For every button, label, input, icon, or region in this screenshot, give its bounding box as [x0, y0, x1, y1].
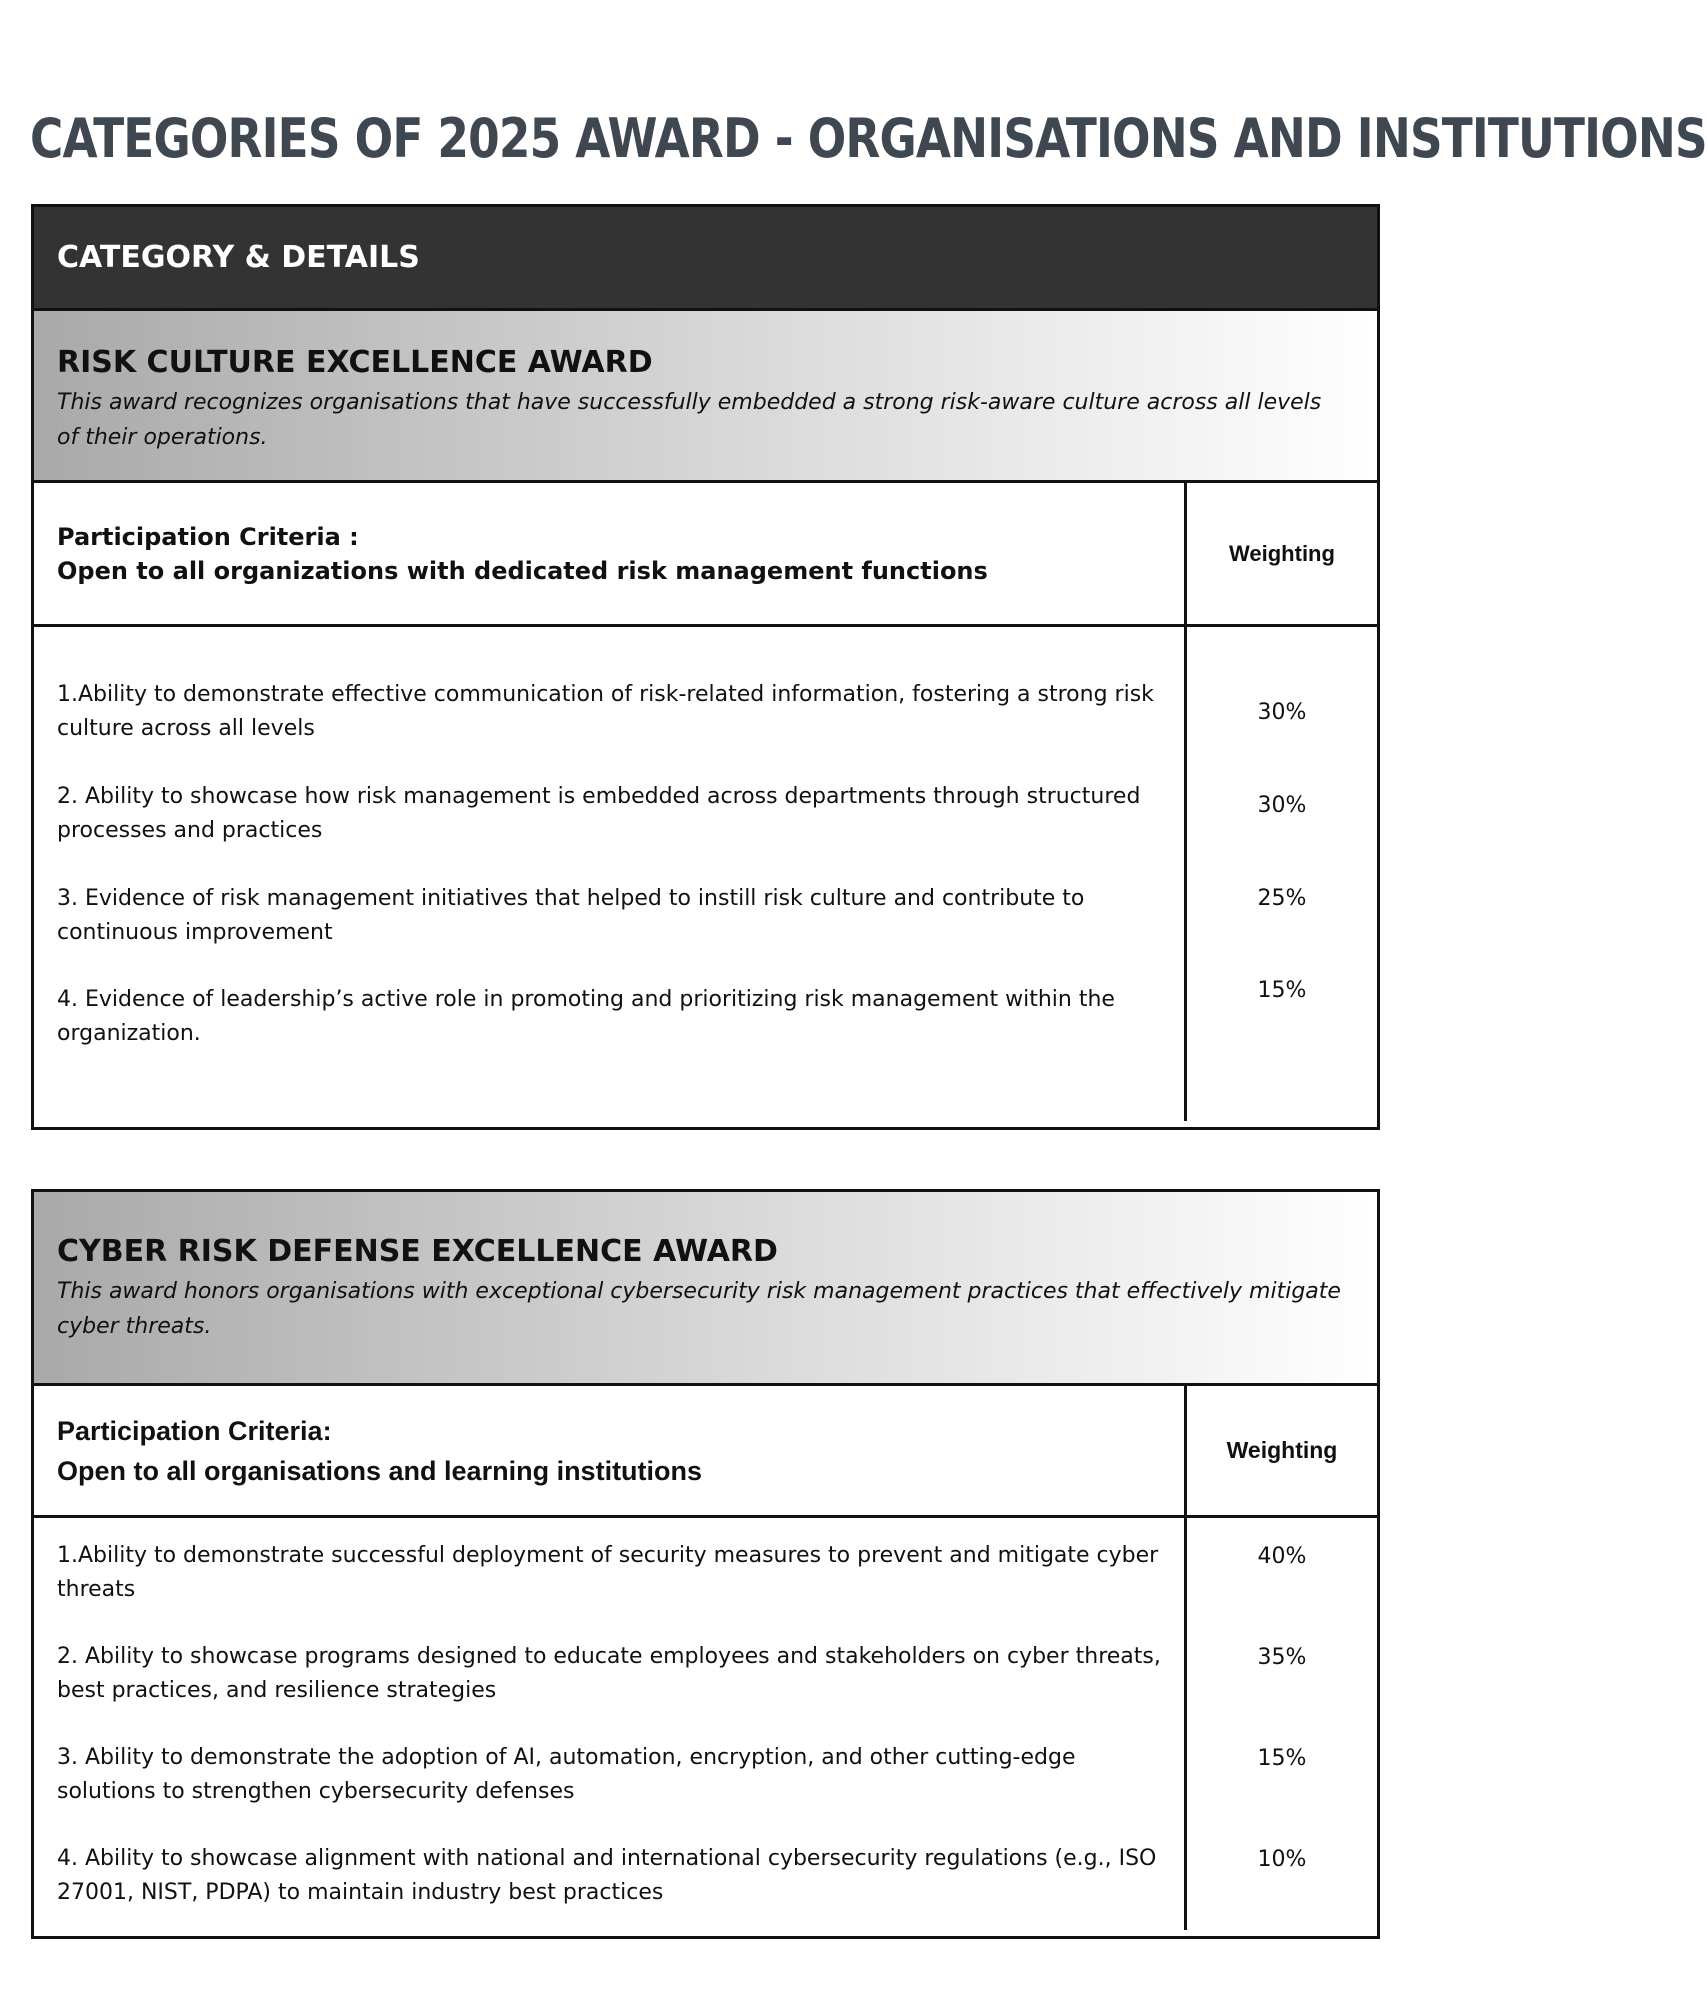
category-header-label: CATEGORY & DETAILS — [57, 240, 420, 275]
criteria-text: Open to all organizations with dedicated risk management functions — [57, 556, 988, 585]
weighting-value: 15% — [1257, 1746, 1307, 1771]
criterion-item: 4. Evidence of leadership’s active role in promoting and prioritizing risk management within the organization. — [57, 987, 1115, 1046]
criterion-item: 1.Ability to demonstrate successful deployment of security measures to prevent and mitigate cyber threats — [57, 1543, 1159, 1602]
award-card-cyber-risk — [31, 1189, 1380, 1939]
award-description: This award recognizes organisations that have successfully embedded a strong risk-aware culture across all levels of their operations. — [57, 390, 1322, 450]
award-title: RISK CULTURE EXCELLENCE AWARD — [57, 345, 653, 380]
award-banner — [34, 1192, 1377, 1386]
weighting-values — [1187, 1518, 1377, 1930]
criteria-items — [34, 1518, 1187, 1930]
criterion-item: 1.Ability to demonstrate effective communication of risk-related information, fostering a strong risk culture across all levels — [57, 682, 1154, 741]
criterion-item: 3. Evidence of risk management initiatives that helped to instill risk culture and contribute to continuous improvement — [57, 886, 1085, 945]
weighting-value: 25% — [1257, 886, 1307, 911]
weighting-header: Weighting — [1226, 1437, 1338, 1463]
page-title: CATEGORIES OF 2025 AWARD - ORGANISATIONS AND INSTITUTIONS — [30, 107, 1707, 170]
weighting-value: 30% — [1257, 793, 1307, 818]
criteria-cell — [34, 483, 1187, 624]
criteria-items-row — [34, 627, 1377, 1121]
weighting-header: Weighting — [1229, 540, 1335, 566]
weighting-value: 35% — [1257, 1645, 1307, 1670]
award-title: CYBER RISK DEFENSE EXCELLENCE AWARD — [57, 1234, 778, 1269]
weighting-header-cell — [1187, 483, 1377, 624]
weighting-header-cell — [1187, 1386, 1377, 1515]
award-description: This award honors organisations with exceptional cybersecurity risk management practices that effectively mitigate cyber threats. — [57, 1279, 1341, 1339]
award-banner — [34, 311, 1377, 483]
criterion-item: 2. Ability to showcase programs designed to educate employees and stakeholders on cyber threats, best practices, and resilience strategies — [57, 1644, 1161, 1703]
weighting-value: 15% — [1257, 978, 1307, 1003]
criteria-items — [34, 627, 1187, 1121]
criterion-item: 3. Ability to demonstrate the adoption of AI, automation, encryption, and other cutting-edge solutions to strengthen cybersecurity defenses — [57, 1745, 1076, 1804]
criteria-row — [34, 483, 1377, 627]
criterion-item: 4. Ability to showcase alignment with national and international cybersecurity regulations (e.g., ISO 27001, NIST, PDPA) to maintain industry best practices — [57, 1846, 1157, 1905]
weighting-value: 30% — [1257, 700, 1307, 725]
criteria-label: Participation Criteria: — [57, 1415, 332, 1446]
criteria-items-row — [34, 1518, 1377, 1930]
criteria-cell — [34, 1386, 1187, 1515]
criteria-text: Open to all organisations and learning institutions — [57, 1455, 703, 1486]
award-card-risk-culture — [31, 204, 1380, 1130]
weighting-values — [1187, 627, 1377, 1121]
criteria-row — [34, 1386, 1377, 1518]
category-header — [34, 207, 1377, 311]
weighting-value: 40% — [1257, 1544, 1307, 1569]
criteria-label: Participation Criteria : — [57, 522, 359, 551]
criterion-item: 2. Ability to showcase how risk management is embedded across departments through structured processes and practices — [57, 784, 1141, 843]
weighting-value: 10% — [1257, 1847, 1307, 1872]
